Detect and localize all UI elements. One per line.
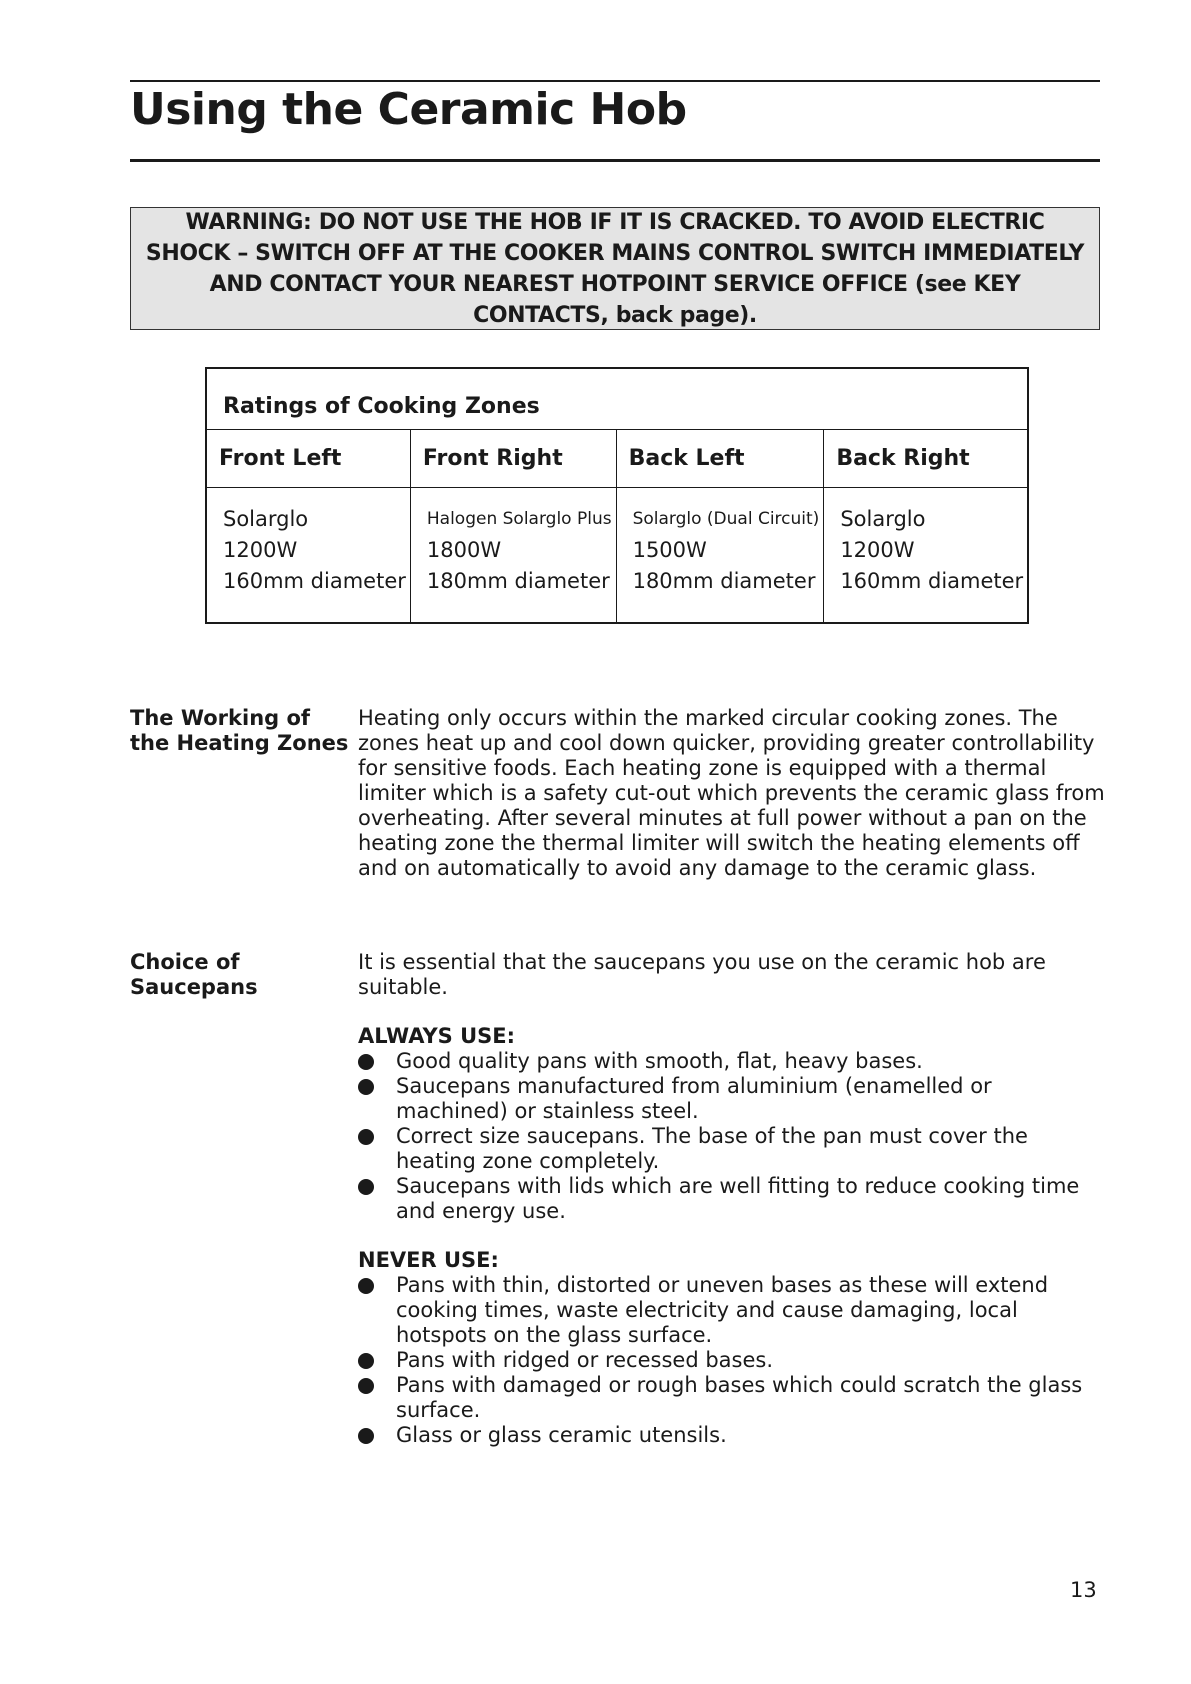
cell-front-right [410,487,616,623]
list-item [358,1049,1105,1074]
list-item-text: Glass or glass ceramic utensils. [396,1423,727,1447]
column-header-front-left: Front Left [206,429,410,487]
list-item-text: Pans with damaged or rough bases which could scratch the glass surface. [396,1373,1083,1422]
cell-back-left [616,487,824,623]
zone-type: Solarglo [840,506,926,531]
list-item [358,1124,1105,1174]
saucepans-label: Choice of Saucepans [130,950,258,999]
zone-type: Solarglo (Dual Circuit) [632,508,820,529]
always-use-list [358,1049,1105,1224]
column-header-back-right: Back Right [824,429,1028,487]
list-item [358,1174,1105,1224]
page-number: 13 [1070,1578,1097,1602]
zone-power: 1200W [840,537,915,562]
zone-type: Solarglo [223,506,309,531]
bullet-icon [358,1353,374,1369]
zone-diameter: 160mm diameter [840,568,1024,593]
zone-diameter: 180mm diameter [426,568,610,593]
list-item-text: Pans with thin, distorted or uneven bases as these will extend cooking times, waste electricity and cause damaging, local hotspots on the glass surface. [396,1273,1049,1347]
page-title: Using the Ceramic Hob [130,84,687,135]
list-item [358,1348,1105,1373]
bullet-icon [358,1278,374,1294]
zone-power: 1800W [426,537,502,562]
list-item [358,1074,1105,1124]
list-item-text: Saucepans with lids which are well fitting to reduce cooking time and energy use. [396,1174,1080,1223]
never-use-list [358,1273,1105,1448]
ratings-table [205,367,1029,624]
saucepans-body [358,950,1105,1448]
zone-diameter: 160mm diameter [223,568,406,593]
saucepans-intro: It is essential that the saucepans you use on the ceramic hob are suitable. [358,950,1046,999]
list-item-text: Pans with ridged or recessed bases. [396,1348,773,1372]
never-use-heading: NEVER USE: [358,1248,499,1272]
title-bottom-rule [130,159,1100,162]
zone-diameter: 180mm diameter [632,568,816,593]
cell-back-right [824,487,1028,623]
title-top-rule [130,80,1100,82]
list-item-text: Saucepans manufactured from aluminium (enamelled or machined) or stainless steel. [396,1074,992,1123]
column-header-front-right: Front Right [410,429,616,487]
heating-zones-body [358,706,1105,881]
zone-power: 1200W [223,537,298,562]
cell-front-left [206,487,410,623]
heating-zones-text: Heating only occurs within the marked circular cooking zones. The zones heat up and cool down quicker, providing greater controllability for sensitive foods. Each heating zone is equipped with a thermal limiter which is a safety cut-out which prevents the ceramic glass from overheating. After several minutes at full power without a pan on the heating zone the thermal limiter will switch the heating elements off and on automatically to avoid any damage to the ceramic glass. [358,706,1105,880]
always-use-heading: ALWAYS USE: [358,1024,516,1048]
list-item-text: Correct size saucepans. The base of the pan must cover the heating zone completely. [396,1124,1028,1173]
ratings-table-caption: Ratings of Cooking Zones [206,368,1028,429]
heating-zones-label: The Working of the Heating Zones [130,706,349,755]
bullet-icon [358,1179,374,1195]
list-item [358,1423,1105,1448]
bullet-icon [358,1428,374,1444]
list-item [358,1373,1105,1423]
list-item-text: Good quality pans with smooth, flat, heavy bases. [396,1049,923,1073]
zone-power: 1500W [632,537,707,562]
warning-box [130,207,1100,330]
bullet-icon [358,1079,374,1095]
zone-type: Halogen Solarglo Plus [426,508,612,529]
bullet-icon [358,1129,374,1145]
warning-text: WARNING: DO NOT USE THE HOB IF IT IS CRACKED. TO AVOID ELECTRIC SHOCK – SWITCH OFF AT THE COOKER MAINS CONTROL SWITCH IMMEDIATELY AND CONTACT YOUR NEAREST HOTPOINT SERVICE OFFICE (see KEY CONTACTS, back page). [145,209,1085,328]
column-header-back-left: Back Left [616,429,824,487]
bullet-icon [358,1378,374,1394]
bullet-icon [358,1054,374,1070]
list-item [358,1273,1105,1348]
